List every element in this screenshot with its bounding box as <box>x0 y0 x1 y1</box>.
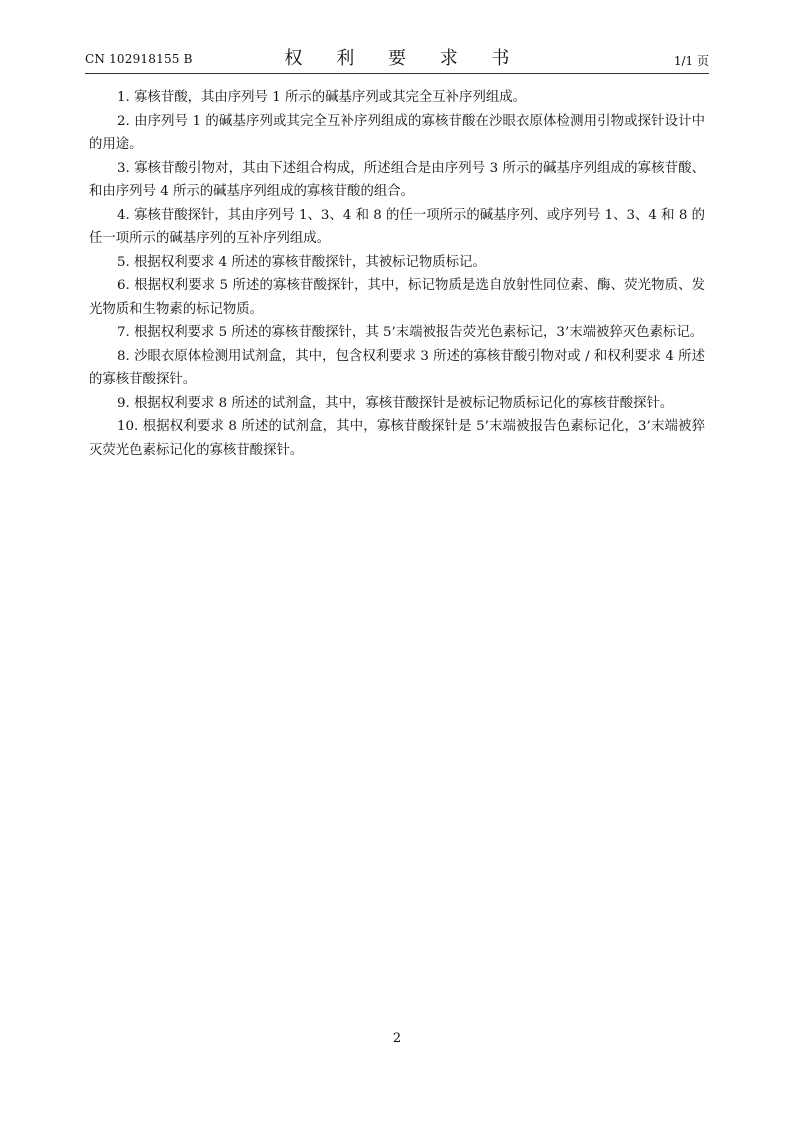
publication-number: CN 102918155 B <box>85 52 193 66</box>
page-number: 2 <box>392 1031 402 1046</box>
claims-list <box>89 86 705 462</box>
claim-8: 8. 沙眼衣原体检测用试剂盒，其中，包含权利要求 3 所述的寡核苷酸引物对或 / 和权利要求 4 所述的寡核苷酸探针。 <box>89 348 705 387</box>
claim-5: 5. 根据权利要求 4 所述的寡核苷酸探针，其被标记物质标记。 <box>117 254 486 270</box>
claim-10: 10. 根据权利要求 8 所述的试剂盒，其中，寡核苷酸探针是 5’末端被报告色素标记化，3’末端被猝灭荧光色素标记化的寡核苷酸探针。 <box>89 419 705 458</box>
page-indicator: 1/1 页 <box>673 54 709 68</box>
claim-4: 4. 寡核苷酸探针，其由序列号 1、3、4 和 8 的任一项所示的碱基序列、或序列号 1、3、4 和 8 的任一项所示的碱基序列的互补序列组成。 <box>89 207 705 246</box>
claim-9: 9. 根据权利要求 8 所述的试剂盒，其中，寡核苷酸探针是被标记物质标记化的寡核苷酸探针。 <box>117 395 674 411</box>
claim-1: 1. 寡核苷酸，其由序列号 1 所示的碱基序列或其完全互补序列组成。 <box>117 90 527 105</box>
claim-7: 7. 根据权利要求 5 所述的寡核苷酸探针，其 5’末端被报告荧光色素标记，3’末端被猝灭色素标记。 <box>117 325 704 340</box>
claim-6: 6. 根据权利要求 5 所述的寡核苷酸探针，其中，标记物质是选自放射性同位素、酶、荧光物质、发光物质和生物素的标记物质。 <box>89 278 705 317</box>
claim-2: 2. 由序列号 1 的碱基序列或其完全互补序列组成的寡核苷酸在沙眼衣原体检测用引物或探针设计中的用途。 <box>89 113 705 152</box>
page-header <box>85 44 709 72</box>
document-title: 权 利 要 求 书 <box>284 48 524 69</box>
header-divider <box>85 73 709 74</box>
claim-3: 3. 寡核苷酸引物对，其由下述组合构成，所述组合是由序列号 3 所示的碱基序列组成的寡核苷酸、和由序列号 4 所示的碱基序列组成的寡核苷酸的组合。 <box>89 160 705 199</box>
